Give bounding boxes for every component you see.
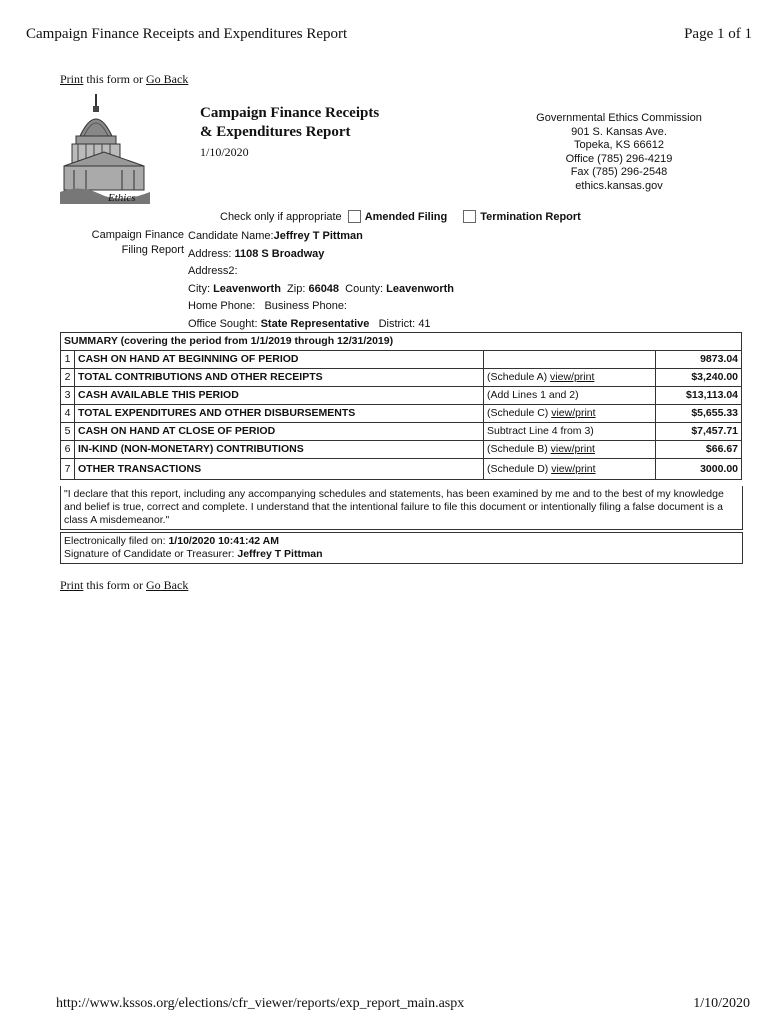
- line-number: 4: [61, 405, 75, 423]
- agency-fax: Fax (785) 296-2548: [570, 166, 668, 178]
- nav-links-bottom: [60, 578, 188, 593]
- line-amount: $13,113.04: [656, 387, 742, 405]
- summary-table: [60, 332, 742, 480]
- line-number: 2: [61, 369, 75, 387]
- line-label: CASH AVAILABLE THIS PERIOD: [75, 387, 484, 405]
- line-label: CASH ON HAND AT BEGINNING OF PERIOD: [75, 351, 484, 369]
- filing-report-label: Campaign Finance Filing Report: [91, 229, 184, 256]
- line-number: 6: [61, 441, 75, 459]
- address-row: Address: 1108 S Broadway: [188, 247, 325, 260]
- candidate-address: 1108 S Broadway: [234, 247, 325, 260]
- print-link[interactable]: Print: [60, 578, 84, 592]
- city-row: City: Leavenworth Zip: 66048 County: Leavenworth: [188, 282, 455, 295]
- amended-filing-checkbox[interactable]: [348, 210, 361, 223]
- agency-city: Topeka, KS 66612: [574, 139, 664, 151]
- page-header-title: Campaign Finance Receipts and Expenditures Report: [26, 26, 348, 42]
- line-label: TOTAL EXPENDITURES AND OTHER DISBURSEMENTS: [75, 405, 484, 423]
- line-amount: $5,655.33: [656, 405, 742, 423]
- filing-type-row: [220, 210, 581, 223]
- line-label: OTHER TRANSACTIONS: [75, 459, 484, 480]
- line-number: 5: [61, 423, 75, 441]
- declaration-text: "I declare that this report, including any accompanying schedules and statements, has been examined by me and to the best of my knowledge and belief is true, correct and complete. I understand that the intentional failure to file this document or intentionally filing a false document is a class A misdemeanor.": [60, 486, 743, 530]
- candidate-county: Leavenworth: [386, 282, 455, 295]
- report-title-line2: & Expenditures Report: [200, 124, 351, 140]
- page-number: Page 1 of 1: [684, 26, 752, 42]
- summary-row: [61, 405, 742, 423]
- nav-text: this form or: [83, 72, 147, 86]
- view-print-link[interactable]: view/print: [550, 371, 595, 383]
- line-number: 7: [61, 459, 75, 480]
- line-schedule: (Schedule B) view/print: [484, 441, 656, 459]
- footer-url: http://www.kssos.org/elections/cfr_viewer/reports/exp_report_main.aspx: [56, 996, 465, 1011]
- line-amount: $66.67: [656, 441, 742, 459]
- print-link[interactable]: Print: [60, 72, 84, 86]
- line-amount: 9873.04: [656, 351, 742, 369]
- nav-links-top: [60, 72, 188, 87]
- view-print-link[interactable]: view/print: [550, 443, 595, 455]
- summary-header-row: [61, 333, 742, 351]
- logo-caption: Ethics: [108, 192, 136, 204]
- agency-street: 901 S. Kansas Ave.: [571, 125, 667, 138]
- line-number: 1: [61, 351, 75, 369]
- agency-address-block: [514, 112, 724, 193]
- termination-report-label: Termination Report: [480, 210, 581, 223]
- address2-row: Address2:: [188, 265, 238, 277]
- report-title-block: [200, 104, 379, 160]
- summary-row: [61, 441, 742, 459]
- line-schedule: (Schedule D) view/print: [484, 459, 656, 480]
- line-schedule: (Schedule A) view/print: [484, 369, 656, 387]
- report-date: 1/10/2020: [200, 145, 249, 159]
- go-back-link[interactable]: Go Back: [146, 578, 189, 592]
- report-title-line1: Campaign Finance Receipts: [200, 105, 380, 121]
- line-label: CASH ON HAND AT CLOSE OF PERIOD: [75, 423, 484, 441]
- district: 41: [418, 317, 431, 330]
- footer-date: 1/10/2020: [693, 996, 750, 1011]
- signer-name: Jeffrey T Pittman: [237, 548, 323, 560]
- summary-row: [61, 369, 742, 387]
- line-amount: $7,457.71: [656, 423, 742, 441]
- agency-name: Governmental Ethics Commission: [536, 112, 702, 124]
- filed-on-row: Electronically filed on: 1/10/2020 10:41:42 AM: [64, 535, 279, 547]
- candidate-zip: 66048: [308, 282, 340, 295]
- agency-website: ethics.kansas.gov: [575, 179, 663, 192]
- office-sought: State Representative: [260, 317, 370, 330]
- candidate-name: Jeffrey T Pittman: [273, 230, 363, 242]
- line-schedule: (Schedule C) view/print: [484, 405, 656, 423]
- line-schedule: [484, 351, 656, 369]
- summary-header: SUMMARY (covering the period from 1/1/2019 through 12/31/2019): [61, 333, 742, 351]
- agency-phone: Office (785) 296-4219: [565, 152, 673, 165]
- summary-row: [61, 459, 742, 480]
- signature-row: Signature of Candidate or Treasurer: Jeffrey T Pittman: [64, 548, 323, 560]
- summary-row: [61, 387, 742, 405]
- filed-datetime: 1/10/2020 10:41:42 AM: [168, 535, 279, 547]
- line-amount: 3000.00: [656, 459, 742, 480]
- line-number: 3: [61, 387, 75, 405]
- capitol-dome-icon: [60, 92, 150, 204]
- line-label: TOTAL CONTRIBUTIONS AND OTHER RECEIPTS: [75, 369, 484, 387]
- view-print-link[interactable]: view/print: [551, 407, 596, 419]
- summary-row: [61, 423, 742, 441]
- check-prompt: Check only if appropriate: [220, 210, 342, 223]
- line-schedule: (Add Lines 1 and 2): [484, 387, 656, 405]
- office-row: Office Sought: State Representative District: 41: [188, 317, 431, 330]
- termination-report-checkbox[interactable]: [463, 210, 476, 223]
- phone-row: Home Phone: Business Phone:: [188, 300, 347, 312]
- candidate-name-row: Candidate Name:Jeffrey T Pittman: [188, 230, 363, 242]
- filing-signature-block: [60, 532, 743, 564]
- line-label: IN-KIND (NON-MONETARY) CONTRIBUTIONS: [75, 441, 484, 459]
- view-print-link[interactable]: view/print: [551, 463, 596, 475]
- line-schedule: Subtract Line 4 from 3): [484, 423, 656, 441]
- line-amount: $3,240.00: [656, 369, 742, 387]
- amended-filing-label: Amended Filing: [364, 210, 448, 223]
- go-back-link[interactable]: Go Back: [146, 72, 189, 86]
- candidate-info: [188, 228, 454, 333]
- candidate-city: Leavenworth: [213, 282, 281, 295]
- nav-text: this form or: [83, 578, 147, 592]
- summary-row: [61, 351, 742, 369]
